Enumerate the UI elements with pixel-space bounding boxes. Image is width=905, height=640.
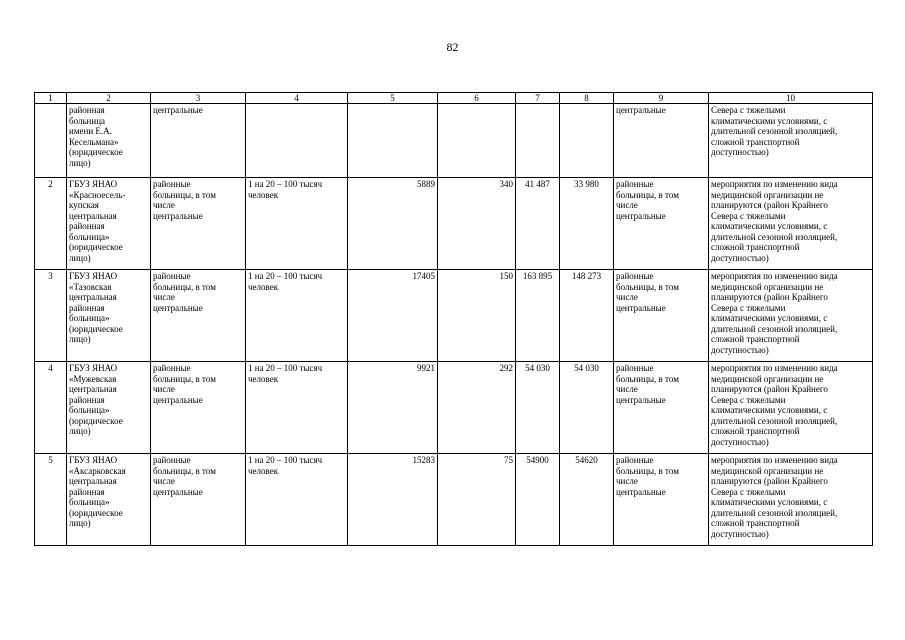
column-header: 2 xyxy=(67,93,151,104)
cell-value-8: 33 980 xyxy=(560,178,614,270)
cell-organization-type-line: больницы, в том xyxy=(153,465,216,476)
cell-measures-line: доступностью) xyxy=(711,528,769,539)
cell-organization-name-line: районная xyxy=(69,486,105,497)
cell-number: 2 xyxy=(35,178,67,270)
cell-measures-line: доступностью) xyxy=(711,344,769,355)
cell-organization-type-line: центральные xyxy=(153,302,203,313)
cell-value-6: 340 xyxy=(438,178,516,270)
cell-value-5: 17405 xyxy=(348,270,438,362)
cell-organization-type-target-line: числе xyxy=(616,200,638,210)
cell-organization-type-line: числе xyxy=(153,384,175,394)
cell-measures-line: Севера с тяжелыми xyxy=(711,394,786,405)
cell-organization-name-line: больница» xyxy=(69,405,110,415)
cell-organization-type-line: центральные xyxy=(153,394,203,405)
cell-measures-line: климатическими условиями, с xyxy=(711,405,828,415)
cell-organization-type-line: районные xyxy=(153,179,191,189)
cell-organization-name-line: районная xyxy=(69,105,105,115)
cell-organization-type-target-line: районные xyxy=(616,179,654,189)
cell-measures-line: планируются (район Крайнего xyxy=(711,292,828,302)
table-row xyxy=(35,178,873,270)
cell-organization-type-target xyxy=(614,178,709,270)
document-table xyxy=(34,92,873,546)
cell-organization-name-line: (юридическое xyxy=(69,147,123,157)
column-header: 1 xyxy=(35,93,67,104)
cell-measures-line: длительной сезонной изоляцией, xyxy=(711,415,838,426)
cell-value-7: 54 030 xyxy=(516,362,560,454)
cell-value-6: 75 xyxy=(438,454,516,546)
cell-organization-type-target xyxy=(614,454,709,546)
cell-measures-line: мероприятия по изменению вида xyxy=(711,363,838,373)
cell-population-norm-line: человек xyxy=(248,281,279,292)
cell-population-norm xyxy=(246,454,348,546)
cell-organization-name-line: больница» xyxy=(69,313,110,323)
cell-organization-name xyxy=(67,104,151,178)
cell-organization-type-target xyxy=(614,104,709,178)
cell-measures-line: мероприятия по изменению вида xyxy=(711,271,838,281)
cell-organization-name-line: ГБУЗ ЯНАО xyxy=(69,271,118,281)
cell-measures-line: медицинской организации не xyxy=(711,189,824,200)
cell-organization-name-line: лицо) xyxy=(69,518,91,528)
cell-organization-name-line: Кесельмана» xyxy=(69,136,119,147)
column-header: 6 xyxy=(438,93,516,104)
cell-measures-line: климатическими условиями, с xyxy=(711,115,828,126)
cell-measures-line: длительной сезонной изоляцией, xyxy=(711,231,838,242)
cell-organization-type-target-line: районные xyxy=(616,455,654,465)
column-header: 7 xyxy=(516,93,560,104)
header-row xyxy=(35,93,873,104)
cell-organization-name-line: районная xyxy=(69,221,105,231)
cell-organization-type-line: центральные xyxy=(153,210,203,221)
cell-organization-type xyxy=(151,270,246,362)
cell-measures xyxy=(709,104,873,178)
cell-measures-line: медицинской организации не xyxy=(711,465,824,476)
cell-organization-type xyxy=(151,104,246,178)
cell-organization-name-line: (юридическое xyxy=(69,242,123,252)
cell-value-6 xyxy=(438,104,516,178)
table-row xyxy=(35,362,873,454)
cell-value-7: 163 895 xyxy=(516,270,560,362)
cell-organization-name-line: лицо) xyxy=(69,252,91,263)
cell-measures-line: Севера с тяжелыми xyxy=(711,302,786,313)
cell-measures-line: доступностью) xyxy=(711,436,769,447)
column-header: 9 xyxy=(614,93,709,104)
cell-organization-name-line: «Тазовская xyxy=(69,281,112,292)
cell-population-norm xyxy=(246,362,348,454)
cell-measures-line: планируются (район Крайнего xyxy=(711,384,828,394)
cell-organization-type-target-line: больницы, в том xyxy=(616,465,679,476)
cell-measures-line: сложной транспортной xyxy=(711,426,800,436)
cell-measures-line: длительной сезонной изоляцией, xyxy=(711,126,838,136)
cell-organization-type-target xyxy=(614,270,709,362)
column-header: 10 xyxy=(709,93,873,104)
cell-organization-name-line: (юридическое xyxy=(69,507,123,518)
cell-organization-name-line: центральная xyxy=(69,384,117,394)
cell-organization-name-line: «Красноесель- xyxy=(69,189,126,200)
cell-measures-line: климатическими условиями, с xyxy=(711,313,828,323)
cell-population-norm-line: человек xyxy=(248,189,279,200)
cell-organization-name-line: районная xyxy=(69,302,105,313)
cell-organization-name-line: центральная xyxy=(69,292,117,302)
cell-measures-line: планируются (район Крайнего xyxy=(711,200,828,210)
table-row xyxy=(35,454,873,546)
cell-measures-line: длительной сезонной изоляцией, xyxy=(711,507,838,518)
cell-measures-line: Севера с тяжелыми xyxy=(711,105,786,115)
cell-value-5: 5889 xyxy=(348,178,438,270)
cell-organization-name xyxy=(67,178,151,270)
cell-organization-name-line: больница» xyxy=(69,497,110,507)
cell-value-6: 292 xyxy=(438,362,516,454)
cell-organization-name-line: (юридическое xyxy=(69,323,123,334)
cell-organization-type-line: числе xyxy=(153,292,175,302)
cell-measures-line: сложной транспортной xyxy=(711,242,800,252)
cell-measures xyxy=(709,454,873,546)
cell-measures xyxy=(709,178,873,270)
cell-organization-type xyxy=(151,362,246,454)
cell-measures-line: доступностью) xyxy=(711,252,769,263)
column-header: 4 xyxy=(246,93,348,104)
cell-measures-line: длительной сезонной изоляцией, xyxy=(711,323,838,334)
cell-organization-type-target xyxy=(614,362,709,454)
column-header: 5 xyxy=(348,93,438,104)
cell-organization-name-line: ГБУЗ ЯНАО xyxy=(69,363,118,373)
cell-population-norm-line: 1 на 20 – 100 тысяч xyxy=(248,271,323,281)
cell-organization-name-line: больница xyxy=(69,115,105,126)
cell-number: 3 xyxy=(35,270,67,362)
cell-measures-line: мероприятия по изменению вида xyxy=(711,179,838,189)
cell-organization-type-line: числе xyxy=(153,476,175,486)
cell-number xyxy=(35,104,67,178)
cell-organization-name-line: районная xyxy=(69,394,105,405)
cell-organization-name-line: центральная xyxy=(69,210,117,221)
cell-value-7 xyxy=(516,104,560,178)
cell-organization-name-line: «Мужевская xyxy=(69,373,117,384)
cell-value-5: 15283 xyxy=(348,454,438,546)
cell-organization-type-target-line: числе xyxy=(616,384,638,394)
cell-organization-name-line: центральная xyxy=(69,476,117,486)
cell-population-norm-line: человек xyxy=(248,465,279,476)
cell-organization-type-target-line: центральные xyxy=(616,105,666,115)
cell-population-norm xyxy=(246,104,348,178)
cell-measures-line: медицинской организации не xyxy=(711,373,824,384)
cell-organization-type-target-line: районные xyxy=(616,363,654,373)
cell-organization-type-line: больницы, в том xyxy=(153,189,216,200)
cell-organization-name xyxy=(67,270,151,362)
cell-value-8: 148 273 xyxy=(560,270,614,362)
cell-organization-type-line: районные xyxy=(153,363,191,373)
cell-population-norm-line: человек xyxy=(248,373,279,384)
cell-measures-line: доступностью) xyxy=(711,147,769,157)
cell-organization-name-line: имени Е.А. xyxy=(69,126,112,136)
cell-measures-line: Севера с тяжелыми xyxy=(711,210,786,221)
column-header: 3 xyxy=(151,93,246,104)
cell-value-6: 150 xyxy=(438,270,516,362)
cell-measures-line: планируются (район Крайнего xyxy=(711,476,828,486)
cell-population-norm xyxy=(246,178,348,270)
cell-organization-type-target-line: больницы, в том xyxy=(616,281,679,292)
cell-organization-type-line: центральные xyxy=(153,486,203,497)
cell-organization-type-target-line: центральные xyxy=(616,302,666,313)
page-number: 82 xyxy=(446,40,459,54)
cell-organization-name-line: ГБУЗ ЯНАО xyxy=(69,455,118,465)
table-row xyxy=(35,270,873,362)
cell-number: 4 xyxy=(35,362,67,454)
cell-value-8 xyxy=(560,104,614,178)
cell-measures xyxy=(709,270,873,362)
cell-organization-type-target-line: центральные xyxy=(616,394,666,405)
cell-organization-name-line: купская xyxy=(69,200,99,210)
cell-organization-name-line: «Аксарковская xyxy=(69,465,126,476)
cell-value-5: 9921 xyxy=(348,362,438,454)
cell-measures-line: сложной транспортной xyxy=(711,136,800,147)
cell-organization-type-line: центральные xyxy=(153,105,203,115)
cell-population-norm-line: 1 на 20 – 100 тысяч xyxy=(248,363,323,373)
cell-number: 5 xyxy=(35,454,67,546)
table-row xyxy=(35,104,873,178)
cell-measures-line: мероприятия по изменению вида xyxy=(711,455,838,465)
cell-value-8: 54620 xyxy=(560,454,614,546)
cell-organization-type-target-line: числе xyxy=(616,292,638,302)
cell-measures xyxy=(709,362,873,454)
cell-population-norm-line: 1 на 20 – 100 тысяч xyxy=(248,455,323,465)
cell-organization-type-target-line: больницы, в том xyxy=(616,189,679,200)
cell-organization-type-target-line: больницы, в том xyxy=(616,373,679,384)
cell-measures-line: Севера с тяжелыми xyxy=(711,486,786,497)
cell-organization-type xyxy=(151,178,246,270)
cell-organization-type-line: больницы, в том xyxy=(153,373,216,384)
cell-organization-type-target-line: центральные xyxy=(616,210,666,221)
cell-organization-type-target-line: центральные xyxy=(616,486,666,497)
cell-organization-type-line: больницы, в том xyxy=(153,281,216,292)
cell-measures-line: сложной транспортной xyxy=(711,334,800,344)
cell-organization-type-line: числе xyxy=(153,200,175,210)
cell-organization-name-line: лицо) xyxy=(69,334,91,344)
cell-value-8: 54 030 xyxy=(560,362,614,454)
cell-organization-name-line: больница» xyxy=(69,231,110,242)
cell-value-5 xyxy=(348,104,438,178)
cell-measures-line: климатическими условиями, с xyxy=(711,497,828,507)
cell-value-7: 41 487 xyxy=(516,178,560,270)
cell-organization-name-line: лицо) xyxy=(69,426,91,436)
column-header: 8 xyxy=(560,93,614,104)
cell-organization-name-line: лицо) xyxy=(69,157,91,168)
cell-organization-type-target-line: числе xyxy=(616,476,638,486)
cell-organization-type-target-line: районные xyxy=(616,271,654,281)
cell-organization-type-line: районные xyxy=(153,455,191,465)
cell-organization-type-line: районные xyxy=(153,271,191,281)
cell-organization-type xyxy=(151,454,246,546)
cell-measures-line: климатическими условиями, с xyxy=(711,221,828,231)
cell-measures-line: медицинской организации не xyxy=(711,281,824,292)
cell-population-norm xyxy=(246,270,348,362)
cell-measures-line: сложной транспортной xyxy=(711,518,800,528)
cell-organization-name xyxy=(67,362,151,454)
cell-population-norm-line: 1 на 20 – 100 тысяч xyxy=(248,179,323,189)
cell-organization-name xyxy=(67,454,151,546)
cell-organization-name-line: ГБУЗ ЯНАО xyxy=(69,179,118,189)
cell-value-7: 54900 xyxy=(516,454,560,546)
cell-organization-name-line: (юридическое xyxy=(69,415,123,426)
